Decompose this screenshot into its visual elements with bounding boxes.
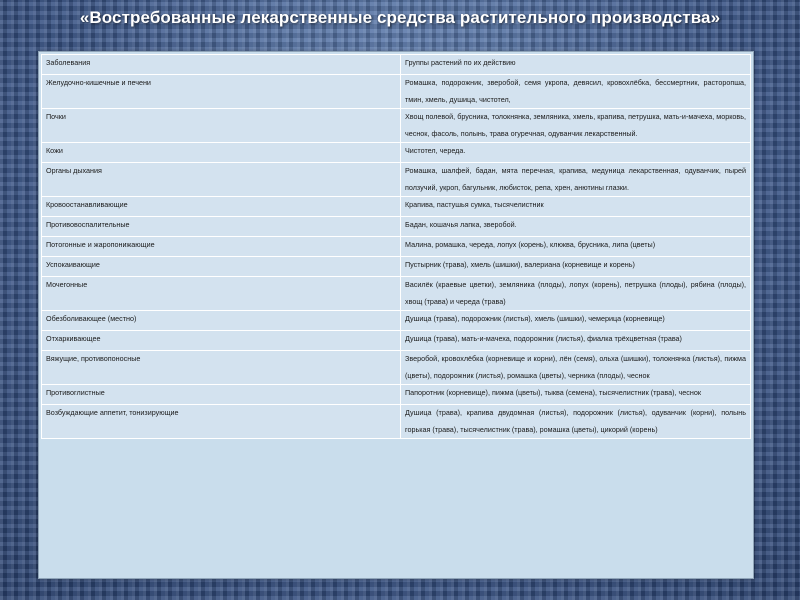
table-row [42,163,751,197]
plants-cell: Папоротник (корневище), пижма (цветы), тыква (семена), тысячелистник (трава), чеснок [401,385,751,405]
plants-table-frame [38,51,754,579]
disease-cell: Желудочно-кишечные и печени [42,75,401,109]
table-row [42,277,751,311]
plants-cell: Пустырник (трава), хмель (шишки), валериана (корневище и корень) [401,257,751,277]
table-row [42,385,751,405]
table-header-row [42,55,751,75]
table-row [42,331,751,351]
disease-cell: Кровоостанавливающие [42,197,401,217]
plants-cell: Василёк (краевые цветки), земляника (плоды), лопух (корень), петрушка (плоды), рябина (плоды), хвощ (трава) и череда (трава) [401,277,751,311]
disease-cell: Почки [42,109,401,143]
disease-cell: Потогонные и жаропонижающие [42,237,401,257]
table-row [42,197,751,217]
table-row [42,257,751,277]
table-row [42,311,751,331]
header-disease: Заболевания [42,55,401,75]
disease-cell: Мочегонные [42,277,401,311]
table-row [42,405,751,439]
disease-cell: Противоглистные [42,385,401,405]
disease-cell: Отхаркивающее [42,331,401,351]
plants-cell: Чистотел, череда. [401,143,751,163]
disease-cell: Кожи [42,143,401,163]
table-row [42,75,751,109]
header-plants: Группы растений по их действию [401,55,751,75]
plants-cell: Малина, ромашка, череда, лопух (корень), клюква, брусника, липа (цветы) [401,237,751,257]
plants-cell: Душица (трава), мать-и-мачеха, подорожник (листья), фиалка трёхцветная (трава) [401,331,751,351]
slide-title: «Востребованные лекарственные средства растительного производства» [79,8,721,27]
plants-cell: Душица (трава), крапива двудомная (листья), подорожник (листья), одуванчик (корни), полынь горькая (трава), тысячелистник (трава), ромашка (цветы), цикорий (корень) [401,405,751,439]
plants-cell: Крапива, пастушья сумка, тысячелистник [401,197,751,217]
disease-cell: Обезболивающее (местно) [42,311,401,331]
table-row [42,109,751,143]
table-row [42,351,751,385]
plants-table [41,54,751,439]
plants-cell: Хвощ полевой, брусника, толокнянка, земляника, хмель, крапива, петрушка, мать-и-мачеха, морковь, чеснок, фасоль, полынь, трава огуречная, одуванчик лекарственный. [401,109,751,143]
disease-cell: Успокаивающие [42,257,401,277]
disease-cell: Возбуждающие аппетит, тонизирующие [42,405,401,439]
plants-cell: Ромашка, подорожник, зверобой, семя укропа, девясил, кровохлёбка, бессмертник, расторопша, тмин, хмель, душица, чистотел, [401,75,751,109]
plants-cell: Ромашка, шалфей, бадан, мята перечная, крапива, медуница лекарственная, одуванчик, пырей ползучий, укроп, багульник, любисток, репа, хрен, анютины глазки. [401,163,751,197]
plants-cell: Зверобой, кровохлёбка (корневище и корни), лён (семя), ольха (шишки), толокнянка (листья), пижма (цветы), подорожник (листья), ромашка (цветы), черника (плоды), чеснок [401,351,751,385]
table-row [42,143,751,163]
plants-cell: Бадан, кошачья лапка, зверобой. [401,217,751,237]
disease-cell: Органы дыхания [42,163,401,197]
disease-cell: Противовоспалительные [42,217,401,237]
table-row [42,217,751,237]
plants-cell: Душица (трава), подорожник (листья), хмель (шишки), чемерица (корневище) [401,311,751,331]
disease-cell: Вяжущие, противопоносные [42,351,401,385]
table-row [42,237,751,257]
